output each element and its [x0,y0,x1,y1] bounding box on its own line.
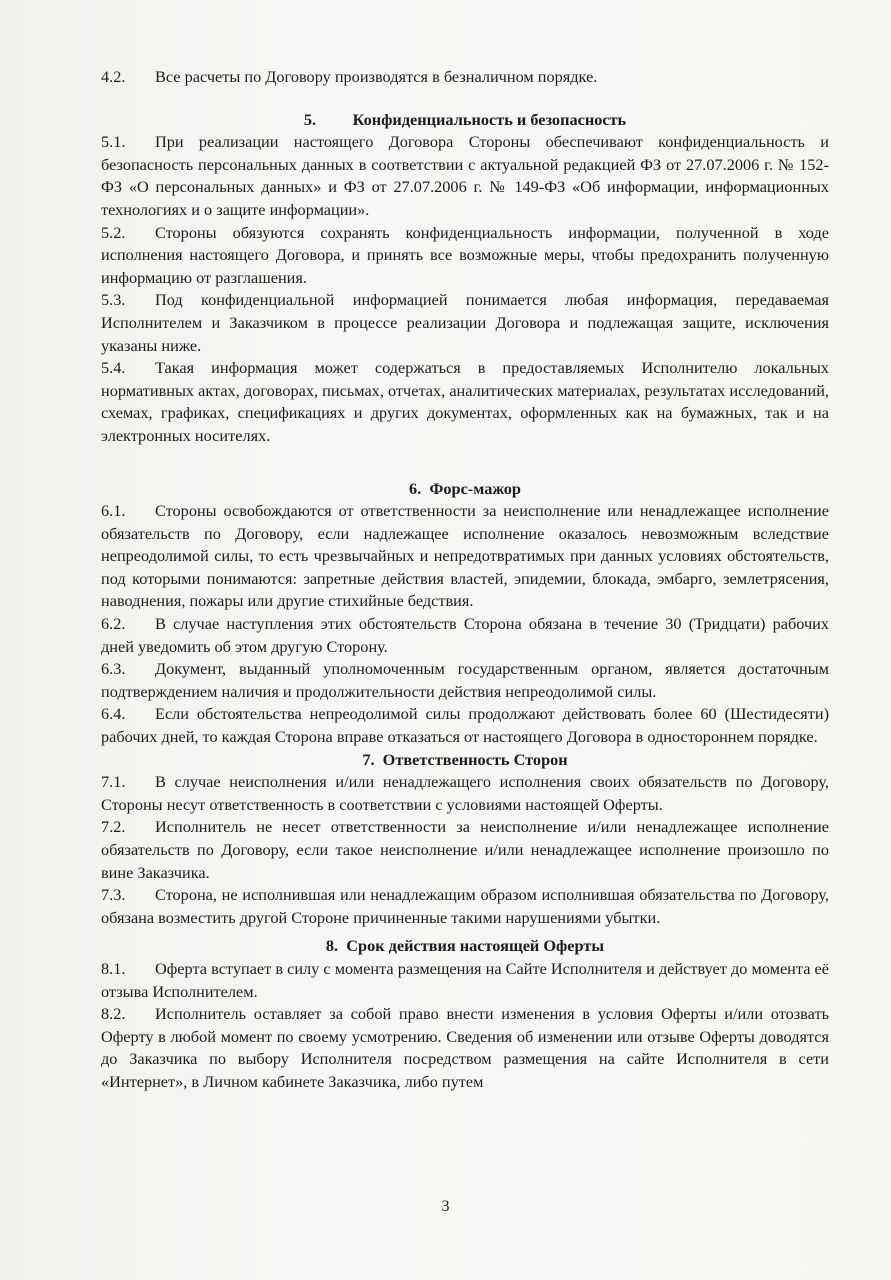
clause-number: 6.2. [101,614,126,634]
clause-number: 7.2. [101,817,126,837]
page-number: 3 [441,1198,450,1215]
clause-6-4 [101,703,829,748]
clause-text: Стороны обязуются сохранять конфиденциальность информации, полученной в ходе исполнения настоящего Договора, и принять все возможные меры, чтобы предохранить полученную информацию от разглашения. [101,222,829,287]
section-heading-8: 8. Срок действия настоящей Оферты [325,936,605,956]
clause-number: 4.2. [101,67,126,86]
clause-5-4 [101,357,829,447]
clause-text: В случае наступления этих обстоятельств Сторона обязана в течение 30 (Тридцати) рабочих дней уведомить об этом другую Сторону. [101,614,829,656]
clause-5-3 [101,289,829,357]
section-heading-6: 6. Форс-мажор [409,478,521,498]
clause-6-1 [101,500,829,613]
clause-5-2 [101,222,829,290]
clause-7-1 [101,771,829,816]
clause-number: 5.3. [101,290,126,310]
clause-number: 8.2. [101,1004,126,1024]
clause-number: 5.2. [101,222,126,242]
clause-text: В случае неисполнения и/или ненадлежащего исполнения своих обязательств по Договору, Стороны несут ответственность в соответствии с условиями настоящей Оферты. [101,772,829,814]
clause-number: 6.1. [101,501,126,521]
clause-text: Все расчеты по Договору производятся в безналичном порядке. [155,67,598,86]
clause-8-1 [101,958,829,1003]
clause-number: 5.4. [101,358,126,378]
clause-number: 7.1. [101,772,126,792]
section-heading-5: 5. Конфиденциальность и безопасность [303,109,627,129]
clause-text: Стороны освобождаются от ответственности за неисполнение или ненадлежащее исполнение обязательств по Договору, если надлежащее исполнение оказалось невозможным вследствие непреодолимой силы, то есть чрезвычайных и непредотвратимых при данных условиях обстоятельств, под которыми понимаются: запретные действия властей, эпидемии, блокада, эмбарго, землетрясения, наводнения, пожары или другие стихийные бедствия. [101,501,829,611]
section-heading-7: 7. Ответственность Сторон [362,749,568,769]
clause-number: 8.1. [101,958,126,978]
clause-text: Под конфиденциальной информацией понимается любая информация, передаваемая Исполнителем и Заказчиком в процессе реализации Договора и подлежащая защите, исключения указаны ниже. [101,290,829,355]
clause-text: Исполнитель не несет ответственности за неисполнение и/или ненадлежащее исполнение обязательств по Договору, если такое неисполнение и/или ненадлежащее исполнение произошло по вине Заказчика. [101,817,829,882]
clause-4-2 [101,66,829,89]
clause-text: Исполнитель оставляет за собой право внести изменения в условия Оферты и/или отозвать Оферту в любой момент по своему усмотрению. Сведения об изменении или отзыве Оферты доводятся до Заказчика по выбору Исполнителя посредством размещения на сайте Исполнителя в сети «Интернет», в Личном кабинете Заказчика, либо путем [101,1004,829,1091]
clause-8-2 [101,1003,829,1093]
clause-6-3 [101,658,829,703]
clause-number: 7.3. [101,885,126,905]
clause-text: Сторона, не исполнившая или ненадлежащим образом исполнившая обязательства по Договору, обязана возместить другой Стороне причиненные такими нарушениями убытки. [101,885,829,927]
clause-7-3 [101,884,829,929]
clause-number: 6.4. [101,704,126,724]
clause-number: 5.1. [101,132,126,152]
clause-text: Оферта вступает в силу с момента размещения на Сайте Исполнителя и действует до момента её отзыва Исполнителем. [101,958,829,1001]
clause-text: При реализации настоящего Договора Стороны обеспечивают конфиденциальность и безопасность персональных данных в соответствии с актуальной редакцией ФЗ от 27.07.2006 г. № 152-ФЗ «О персональных данных» и ФЗ от 27.07.2006 г. № 149-ФЗ «Об информации, информационных технологиях и о защите информации». [101,132,829,219]
clause-5-1 [101,131,829,221]
clause-7-2 [101,816,829,884]
clause-number: 6.3. [101,659,126,679]
clause-6-2 [101,613,829,658]
clause-text: Документ, выданный уполномоченным государственным органом, является достаточным подтверждением наличия и продолжительности действия непреодолимой силы. [101,659,829,701]
clause-text: Такая информация может содержаться в предоставляемых Исполнителю локальных нормативных актах, договорах, письмах, отчетах, аналитических материалах, результатах исследований, схемах, графиках, спецификациях и других документах, оформленных как на бумажных, так и на электронных носителях. [101,358,829,445]
clause-text: Если обстоятельства непреодолимой силы продолжают действовать более 60 (Шестидесяти) рабочих дней, то каждая Сторона вправе отказаться от настоящего Договора в одностороннем порядке. [101,704,829,747]
